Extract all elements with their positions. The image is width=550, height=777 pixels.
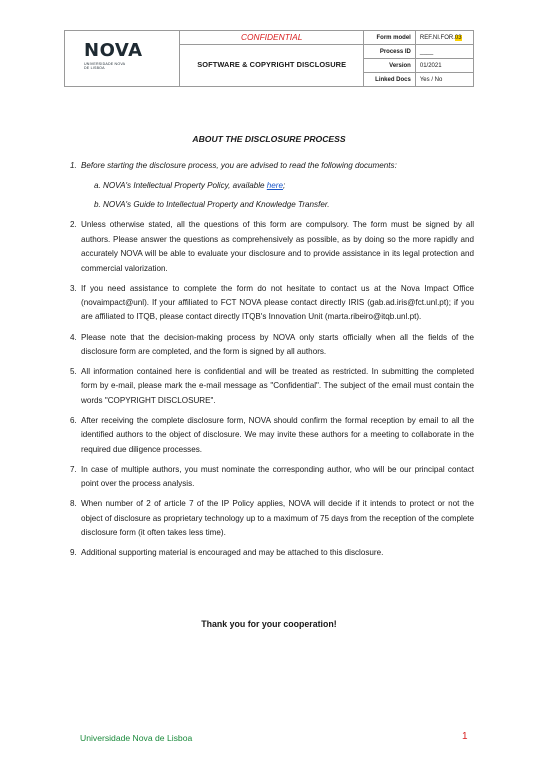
form-title-cell: [180, 45, 364, 87]
field-label-process-id: Process ID: [364, 45, 416, 59]
ip-policy-link[interactable]: here: [266, 180, 283, 190]
sublist-item: b. NOVA's Guide to Intellectual Property and Knowledge Transfer.: [103, 198, 474, 212]
nova-logo: [84, 39, 154, 76]
logo-wordmark: NOVA: [84, 39, 143, 61]
list-item: 7. In case of multiple authors, you must nominate the corresponding author, who will be our principal contact point over the process analysis.: [79, 463, 474, 492]
section-heading: ABOUT THE DISCLOSURE PROCESS: [192, 134, 346, 144]
list-item: 9. Additional supporting material is encouraged and may be attached to this disclosure.: [79, 546, 474, 560]
field-value-process-id: ____: [415, 45, 473, 59]
field-value-version: 01/2021: [415, 59, 473, 73]
logo-subtitle: UNIVERSIDADE NOVA DE LISBOA: [84, 61, 126, 70]
footer-page-number: 1: [462, 731, 468, 742]
logo-cell: [65, 31, 180, 87]
list-item: 6. After receiving the complete disclosure form, NOVA should confirm the formal reception by email to all the identified authors to the object of disclosure. We may invite these authors for a meeting to collaborate in the required due diligence processes.: [79, 414, 474, 457]
document-body: [64, 132, 474, 566]
form-title: SOFTWARE & COPYRIGHT DISCLOSURE: [197, 60, 347, 70]
list-item: 4. Please note that the decision-making process by NOVA only starts officially when all the fields of the disclosure form are completed, and the form is signed by all authors.: [79, 331, 474, 360]
form-model-highlight: 03: [454, 34, 462, 41]
field-value-linked-docs: Yes / No: [415, 73, 473, 87]
list-item: 1. Before starting the disclosure process, you are advised to read the following documents: a. NOVA's Intellectual Property Policy, available here; b. NOVA's Guide to Intellectual Property and Knowledge Transfer.: [79, 159, 474, 212]
list-item: 5. All information contained here is confidential and will be treated as restricted. In submitting the completed form by e-mail, please mark the e-mail message as "Confidential". The subject of the email must contain the words "COPYRIGHT DISCLOSURE".: [79, 365, 474, 408]
instructions-list: [64, 159, 474, 560]
field-label-version: Version: [364, 59, 416, 73]
thank-you-note: Thank you for your cooperation!: [201, 619, 337, 629]
confidential-cell: [180, 31, 364, 45]
list-item: 8. When number of 2 of article 7 of the IP Policy applies, NOVA will decide if it intends to protect or not the object of disclosure as proprietary technology up to a maximum of 75 days from the reception of the complete disclosure form (it often takes less time).: [79, 497, 474, 540]
sublist-item: a. NOVA's Intellectual Property Policy, available here;: [103, 179, 474, 193]
field-value-form-model: REF.NI.FOR.03: [415, 31, 473, 45]
confidential-label: CONFIDENTIAL: [240, 31, 303, 42]
list-item: 2. Unless otherwise stated, all the questions of this form are compulsory. The form must be signed by all authors. Please answer the questions as comprehensively as possible, as by doing so the more rapidly and accurately NOVA will be able to evaluate your disclosure and to provide assistance in its legal protection and commercial valorization.: [79, 218, 474, 276]
header-table: [64, 30, 474, 87]
field-label-form-model: Form model: [364, 31, 416, 45]
footer-university: Universidade Nova de Lisboa: [80, 733, 193, 743]
documents-sublist: [81, 179, 474, 213]
field-label-linked-docs: Linked Docs: [364, 73, 416, 87]
list-item: 3. If you need assistance to complete the form do not hesitate to contact us at the Nova Impact Office (novaimpact@unl). If your affiliated to FCT NOVA please contact directly IRIS (gab.ad.iris@fct.unl.pt); if you are affiliated to ITQB, please contact directly ITQB's Innovation Unit (marta.ribeiro@itqb.unl.pt).: [79, 282, 474, 325]
